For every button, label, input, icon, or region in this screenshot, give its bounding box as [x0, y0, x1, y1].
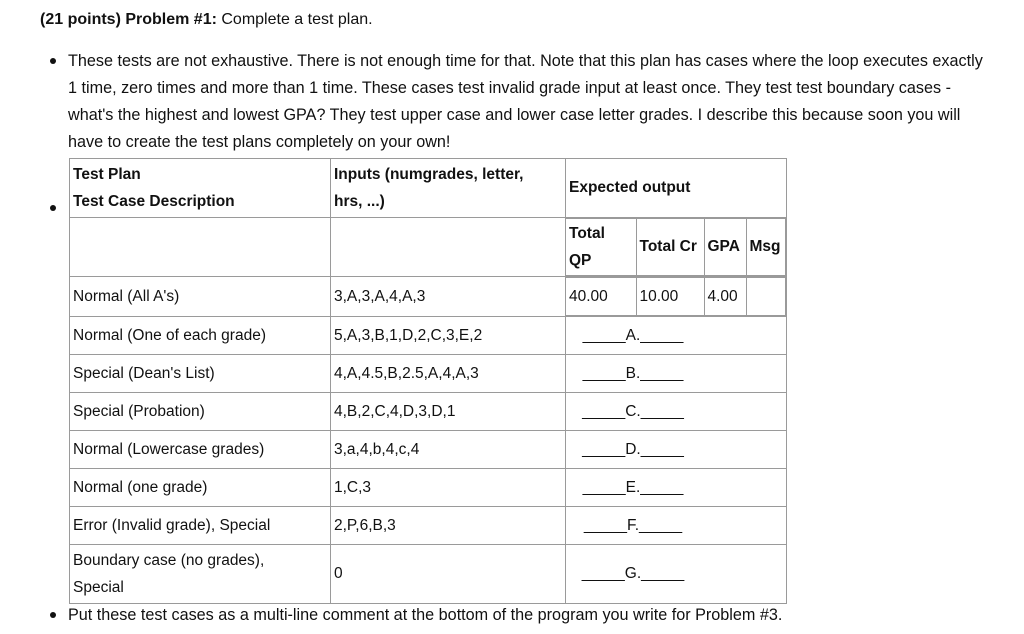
table-row [70, 317, 787, 355]
subheader-empty [70, 218, 331, 277]
header-expected-output: Expected output [566, 159, 787, 218]
blank-f: _____F._____ [583, 516, 683, 534]
blank-d: _____D._____ [582, 440, 684, 458]
row-total-cr: 10.00 [636, 278, 704, 316]
row-description: Normal (Lowercase grades) [70, 431, 331, 469]
row-inputs: 2,P,6,B,3 [331, 507, 566, 545]
problem-points: (21 points) Problem #1: [40, 11, 217, 28]
header-inputs [331, 159, 566, 218]
table-row [70, 393, 787, 431]
bullet-icon [50, 58, 56, 64]
blank-a: _____A._____ [582, 326, 684, 344]
row-inputs: 0 [331, 545, 566, 604]
row-inputs: 5,A,3,B,1,D,2,C,3,E,2 [331, 317, 566, 355]
row-description-line2: Special [73, 579, 124, 596]
row-description [70, 545, 331, 604]
problem-heading [40, 8, 373, 32]
row-blank-answer [566, 469, 787, 507]
table-row [70, 469, 787, 507]
row-description: Normal (one grade) [70, 469, 331, 507]
blank-b: _____B._____ [582, 364, 684, 382]
row-inputs: 3,a,4,b,4,c,4 [331, 431, 566, 469]
blank-c: _____C._____ [582, 402, 684, 420]
row-inputs: 4,B,2,C,4,D,3,D,1 [331, 393, 566, 431]
header-test-plan: Test Plan [73, 166, 141, 183]
header-description [70, 159, 331, 218]
blank-g: _____G._____ [581, 565, 685, 582]
row-blank-answer [566, 545, 787, 604]
row-blank-answer [566, 393, 787, 431]
row-msg [746, 278, 786, 316]
subheader-total-cr: Total Cr [636, 219, 704, 276]
output-subcolumns [566, 218, 786, 276]
table-row [70, 507, 787, 545]
subheader-gpa: GPA [704, 219, 746, 276]
row-inputs: 4,A,4.5,B,2.5,A,4,A,3 [331, 355, 566, 393]
row-expected-output [566, 277, 787, 317]
table-row [70, 545, 787, 604]
subheader-total-qp [566, 219, 636, 276]
row-inputs: 3,A,3,A,4,A,3 [331, 277, 566, 317]
header-test-case-description: Test Case Description [73, 193, 235, 210]
row-blank-answer [566, 317, 787, 355]
row-blank-answer [566, 507, 787, 545]
subheader-total-qp-line1: Total [569, 225, 605, 242]
subheader-msg: Msg [746, 219, 786, 276]
header-inputs-line1: Inputs (numgrades, letter, [334, 166, 524, 183]
row-description-line1: Boundary case (no grades), [73, 552, 265, 569]
problem-title: Complete a test plan. [216, 11, 373, 28]
bullet-icon [50, 205, 56, 211]
footer-instruction: Put these test cases as a multi-line comment at the bottom of the program you write for Problem #3. [68, 606, 783, 624]
intro-paragraph: These tests are not exhaustive. There is not enough time for that. Note that this plan has cases where the loop executes exactly 1 time, zero times and more than 1 time. These cases test invalid grade input at least once. They test test boundary cases - what's the highest and lowest GPA? They test upper case and lower case letter grades. I describe this because soon you will have to create the test plans completely on your own! [68, 52, 983, 151]
table-row [70, 277, 787, 317]
row-output-values [566, 277, 786, 316]
subheader-empty [331, 218, 566, 277]
row-total-qp: 40.00 [566, 278, 636, 316]
subheader-total-qp-line2: QP [569, 252, 592, 269]
table-subheader-row [70, 218, 787, 277]
row-description: Normal (One of each grade) [70, 317, 331, 355]
row-gpa: 4.00 [704, 278, 746, 316]
subheader-output-columns [566, 218, 787, 277]
row-description: Special (Probation) [70, 393, 331, 431]
table-row [70, 431, 787, 469]
test-plan-table [69, 158, 787, 604]
table-header-row [70, 159, 787, 218]
row-description: Special (Dean's List) [70, 355, 331, 393]
row-description: Normal (All A's) [70, 277, 331, 317]
row-blank-answer [566, 431, 787, 469]
blank-e: _____E._____ [582, 478, 684, 496]
bullet-icon [50, 612, 56, 618]
row-inputs: 1,C,3 [331, 469, 566, 507]
header-inputs-line2: hrs, ...) [334, 193, 385, 210]
table-row [70, 355, 787, 393]
row-description: Error (Invalid grade), Special [70, 507, 331, 545]
row-blank-answer [566, 355, 787, 393]
